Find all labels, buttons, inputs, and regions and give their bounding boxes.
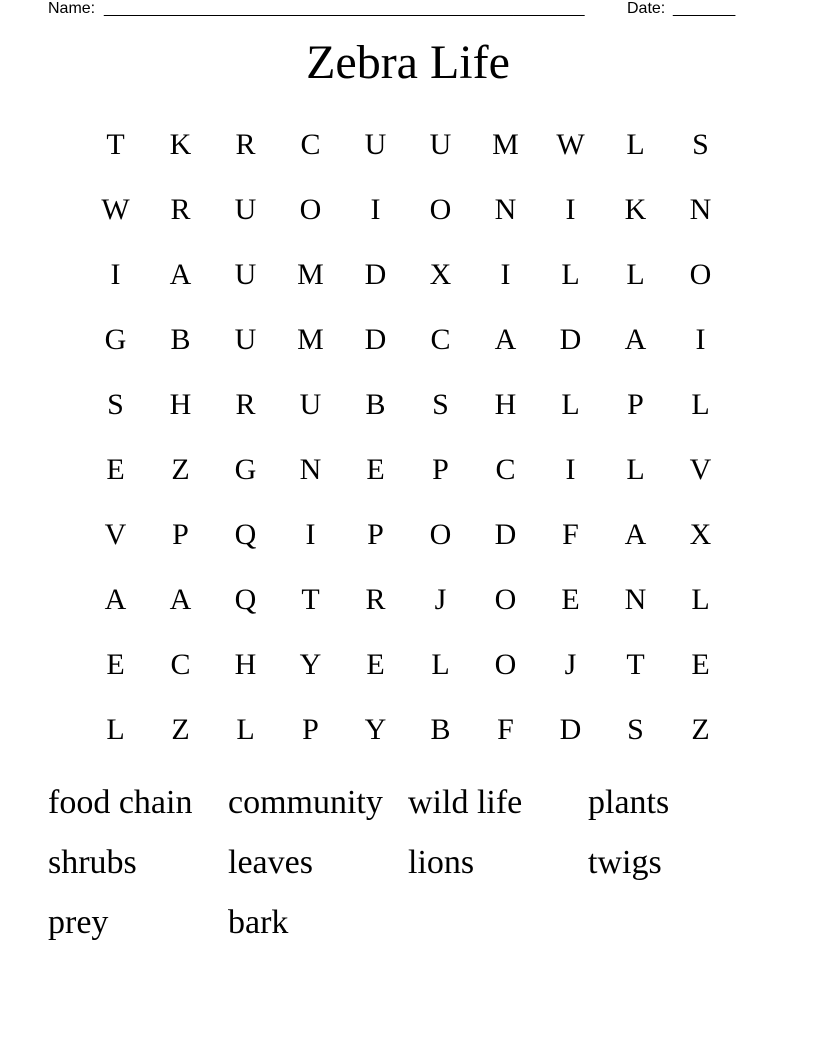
grid-letter: F [497, 712, 514, 746]
grid-letter: I [565, 452, 576, 486]
grid-letter: P [172, 517, 189, 551]
grid-letter: L [561, 387, 580, 421]
grid-letter: O [494, 647, 517, 681]
grid-letter: A [169, 582, 192, 616]
grid-letter: N [689, 192, 712, 226]
grid-letter: O [299, 192, 322, 226]
grid-letter: N [299, 452, 322, 486]
grid-letter: R [170, 192, 191, 226]
grid-letter: W [101, 192, 130, 226]
grid-letter: T [626, 647, 645, 681]
grid-letter: V [689, 452, 712, 486]
grid-letter: M [297, 257, 324, 291]
grid-letter: I [565, 192, 576, 226]
grid-letter: Y [299, 647, 322, 681]
grid-letter: G [234, 452, 257, 486]
date-label: Date: [627, 0, 666, 17]
grid-letter: S [107, 387, 124, 421]
grid-letter: L [561, 257, 580, 291]
grid-letter: S [432, 387, 449, 421]
word-bank-item: community [228, 784, 383, 821]
grid-letter: W [556, 127, 585, 161]
grid-letter: T [106, 127, 125, 161]
grid-letter: I [370, 192, 381, 226]
grid-letter: C [300, 127, 321, 161]
grid-letter: O [429, 192, 452, 226]
grid-letter: I [500, 257, 511, 291]
grid-letter: N [494, 192, 517, 226]
grid-letter: L [691, 387, 710, 421]
grid-letter: E [691, 647, 710, 681]
grid-letter: Z [171, 712, 190, 746]
grid-letter: S [692, 127, 709, 161]
grid-letter: A [624, 322, 647, 356]
grid-letter: Z [171, 452, 190, 486]
grid-letter: H [494, 387, 517, 421]
grid-letter: U [364, 127, 387, 161]
grid-letter: V [104, 517, 127, 551]
grid-letter: U [299, 387, 322, 421]
grid-letter: R [235, 127, 256, 161]
grid-letter: D [494, 517, 517, 551]
grid-letter: L [236, 712, 255, 746]
name-label: Name: [48, 0, 96, 17]
grid-letter: P [627, 387, 644, 421]
grid-letter: D [364, 257, 387, 291]
grid-letter: Z [691, 712, 710, 746]
grid-letter: K [169, 127, 192, 161]
word-search-grid [83, 112, 733, 762]
grid-letter: D [364, 322, 387, 356]
grid-letter: B [170, 322, 191, 356]
grid-letter: L [431, 647, 450, 681]
word-bank-item: twigs [588, 844, 662, 881]
grid-letter: S [627, 712, 644, 746]
grid-letter: U [234, 322, 257, 356]
page-title: Zebra Life [306, 36, 510, 89]
grid-letter: O [429, 517, 452, 551]
grid-letter: K [624, 192, 647, 226]
grid-letter: H [234, 647, 257, 681]
word-bank-item: plants [588, 784, 670, 821]
grid-letter: J [564, 647, 577, 681]
grid-letter: L [691, 582, 710, 616]
grid-letter: C [430, 322, 451, 356]
grid-letter: A [104, 582, 127, 616]
grid-letter: I [110, 257, 121, 291]
grid-letter: X [689, 517, 712, 551]
grid-letter: Q [234, 582, 257, 616]
word-bank-item: shrubs [48, 844, 137, 881]
word-bank-item: wild life [408, 784, 523, 821]
grid-letter: C [170, 647, 191, 681]
grid-letter: A [169, 257, 192, 291]
grid-letter: L [106, 712, 125, 746]
grid-letter: E [106, 452, 125, 486]
grid-letter: A [624, 517, 647, 551]
grid-letter: H [169, 387, 192, 421]
grid-letter: X [429, 257, 452, 291]
grid-letter: P [367, 517, 384, 551]
grid-letter: I [305, 517, 316, 551]
word-bank-item: bark [228, 904, 289, 941]
word-bank-item: food chain [48, 784, 193, 821]
grid-letter: F [562, 517, 579, 551]
grid-letter: L [626, 127, 645, 161]
grid-letter: E [366, 647, 385, 681]
word-bank-item: prey [48, 904, 109, 941]
grid-letter: R [365, 582, 386, 616]
grid-letter: O [689, 257, 712, 291]
header-line [48, 0, 748, 20]
grid-letter: Y [364, 712, 387, 746]
grid-letter: R [235, 387, 256, 421]
grid-letter: B [365, 387, 386, 421]
grid-letter: U [234, 192, 257, 226]
grid-letter: M [492, 127, 519, 161]
grid-letter: M [297, 322, 324, 356]
grid-letter: T [301, 582, 320, 616]
grid-letter: E [106, 647, 125, 681]
grid-letter: G [104, 322, 127, 356]
grid-letter: I [695, 322, 706, 356]
grid-letter: B [430, 712, 451, 746]
grid-letter: Q [234, 517, 257, 551]
grid-letter: U [429, 127, 452, 161]
grid-letter: E [366, 452, 385, 486]
word-bank-item: leaves [228, 844, 313, 881]
grid-letter: C [495, 452, 516, 486]
grid-letter: N [624, 582, 647, 616]
grid-letter: D [559, 712, 582, 746]
grid-letter: J [434, 582, 447, 616]
grid-letter: D [559, 322, 582, 356]
grid-letter: L [626, 452, 645, 486]
grid-letter: L [626, 257, 645, 291]
word-bank [48, 773, 768, 953]
name-blank: ______________________________________________________ [104, 0, 585, 17]
grid-letter: P [302, 712, 319, 746]
grid-letter: U [234, 257, 257, 291]
grid-letter: E [561, 582, 580, 616]
grid-letter: P [432, 452, 449, 486]
grid-letter: O [494, 582, 517, 616]
grid-letter: A [494, 322, 517, 356]
date-blank: _______ [673, 0, 736, 17]
word-bank-item: lions [408, 844, 475, 881]
